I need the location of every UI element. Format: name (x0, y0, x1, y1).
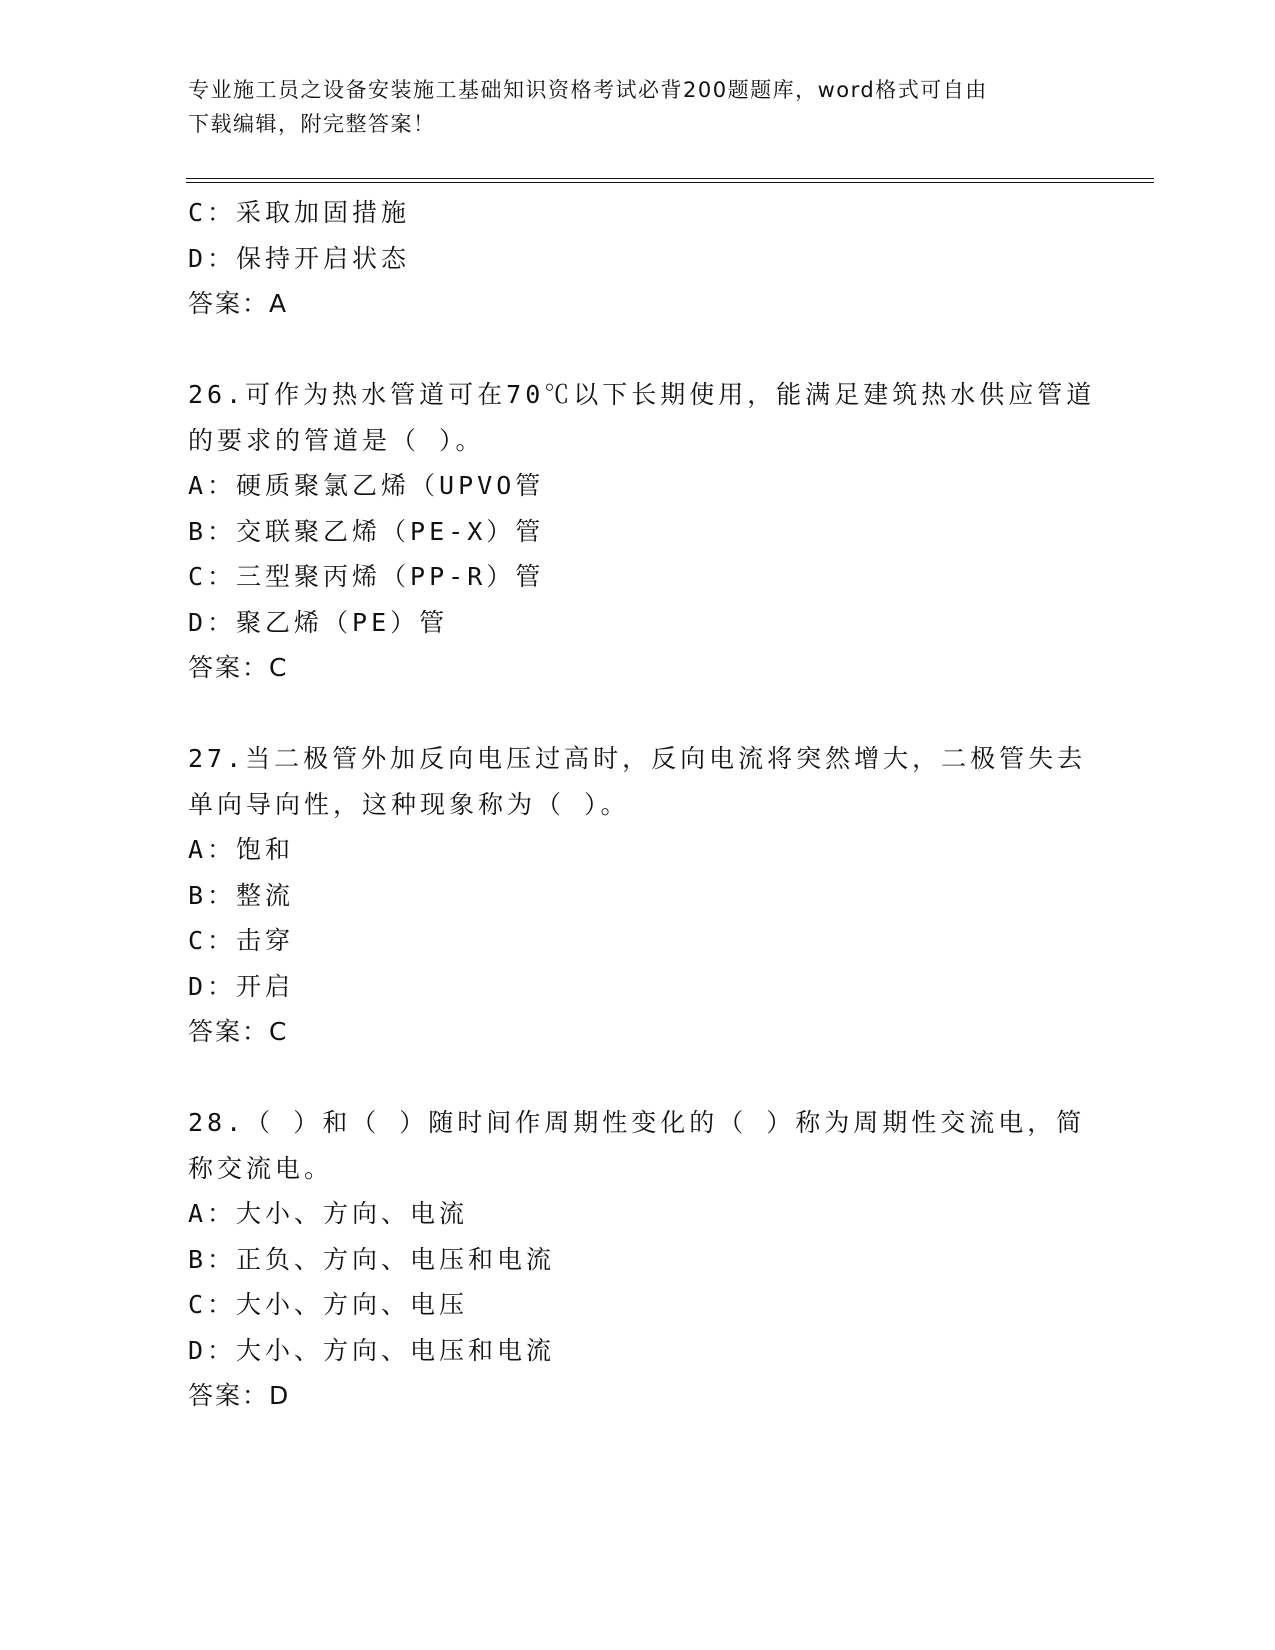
question-26-stem-line-1: 26.可作为热水管道可在70℃以下长期使用，能满足建筑热水供应管道 (188, 380, 1096, 409)
question-27-stem-line-2: 单向导向性，这种现象称为（ ）。 (188, 789, 630, 819)
question-28-stem-line-1: 28.（ ）和（ ）随时间作周期性变化的（ ）称为周期性交流电，简 (188, 1108, 1086, 1137)
page-header: 专业施工员之设备安装施工基础知识资格考试必背200题题库，word格式可自由 下载编辑，附完整答案！ (188, 78, 988, 136)
question-26-option-d: D：聚乙烯（PE）管 (188, 607, 449, 637)
question-27-option-c: C：击穿 (188, 926, 295, 955)
question-27-option-b: B：整流 (188, 880, 295, 910)
option-d: D：保持开启状态 (188, 243, 411, 273)
question-27-answer: 答案：C (188, 1017, 289, 1046)
question-28-option-c: C：大小、方向、电压 (188, 1290, 469, 1319)
header-divider (186, 178, 1154, 183)
question-28-option-d: D：大小、方向、电压和电流 (188, 1335, 556, 1365)
question-27-option-a: A：饱和 (188, 835, 295, 864)
option-c: C：采取加固措施 (188, 198, 411, 227)
question-27-option-d: D：开启 (188, 971, 295, 1001)
question-27-stem-line-1: 27.当二极管外加反向电压过高时，反向电流将突然增大，二极管失去 (188, 744, 1087, 773)
question-26-answer: 答案：C (188, 653, 289, 682)
question-content (188, 190, 1096, 1419)
answer-line: 答案：A (188, 289, 289, 318)
question-28-answer: 答案：D (188, 1381, 291, 1410)
question-26-option-a: A：硬质聚氯乙烯（UPVO管 (188, 471, 545, 500)
question-28-option-b: B：正负、方向、电压和电流 (188, 1244, 556, 1274)
question-28-option-a: A：大小、方向、电流 (188, 1199, 469, 1228)
question-26-stem-line-2: 的要求的管道是（ ）。 (188, 425, 485, 455)
question-28-stem-line-2: 称交流电。 (188, 1153, 334, 1183)
question-26-option-c: C：三型聚丙烯（PP-R）管 (188, 562, 545, 591)
question-26-option-b: B：交联聚乙烯（PE-X）管 (188, 516, 545, 546)
